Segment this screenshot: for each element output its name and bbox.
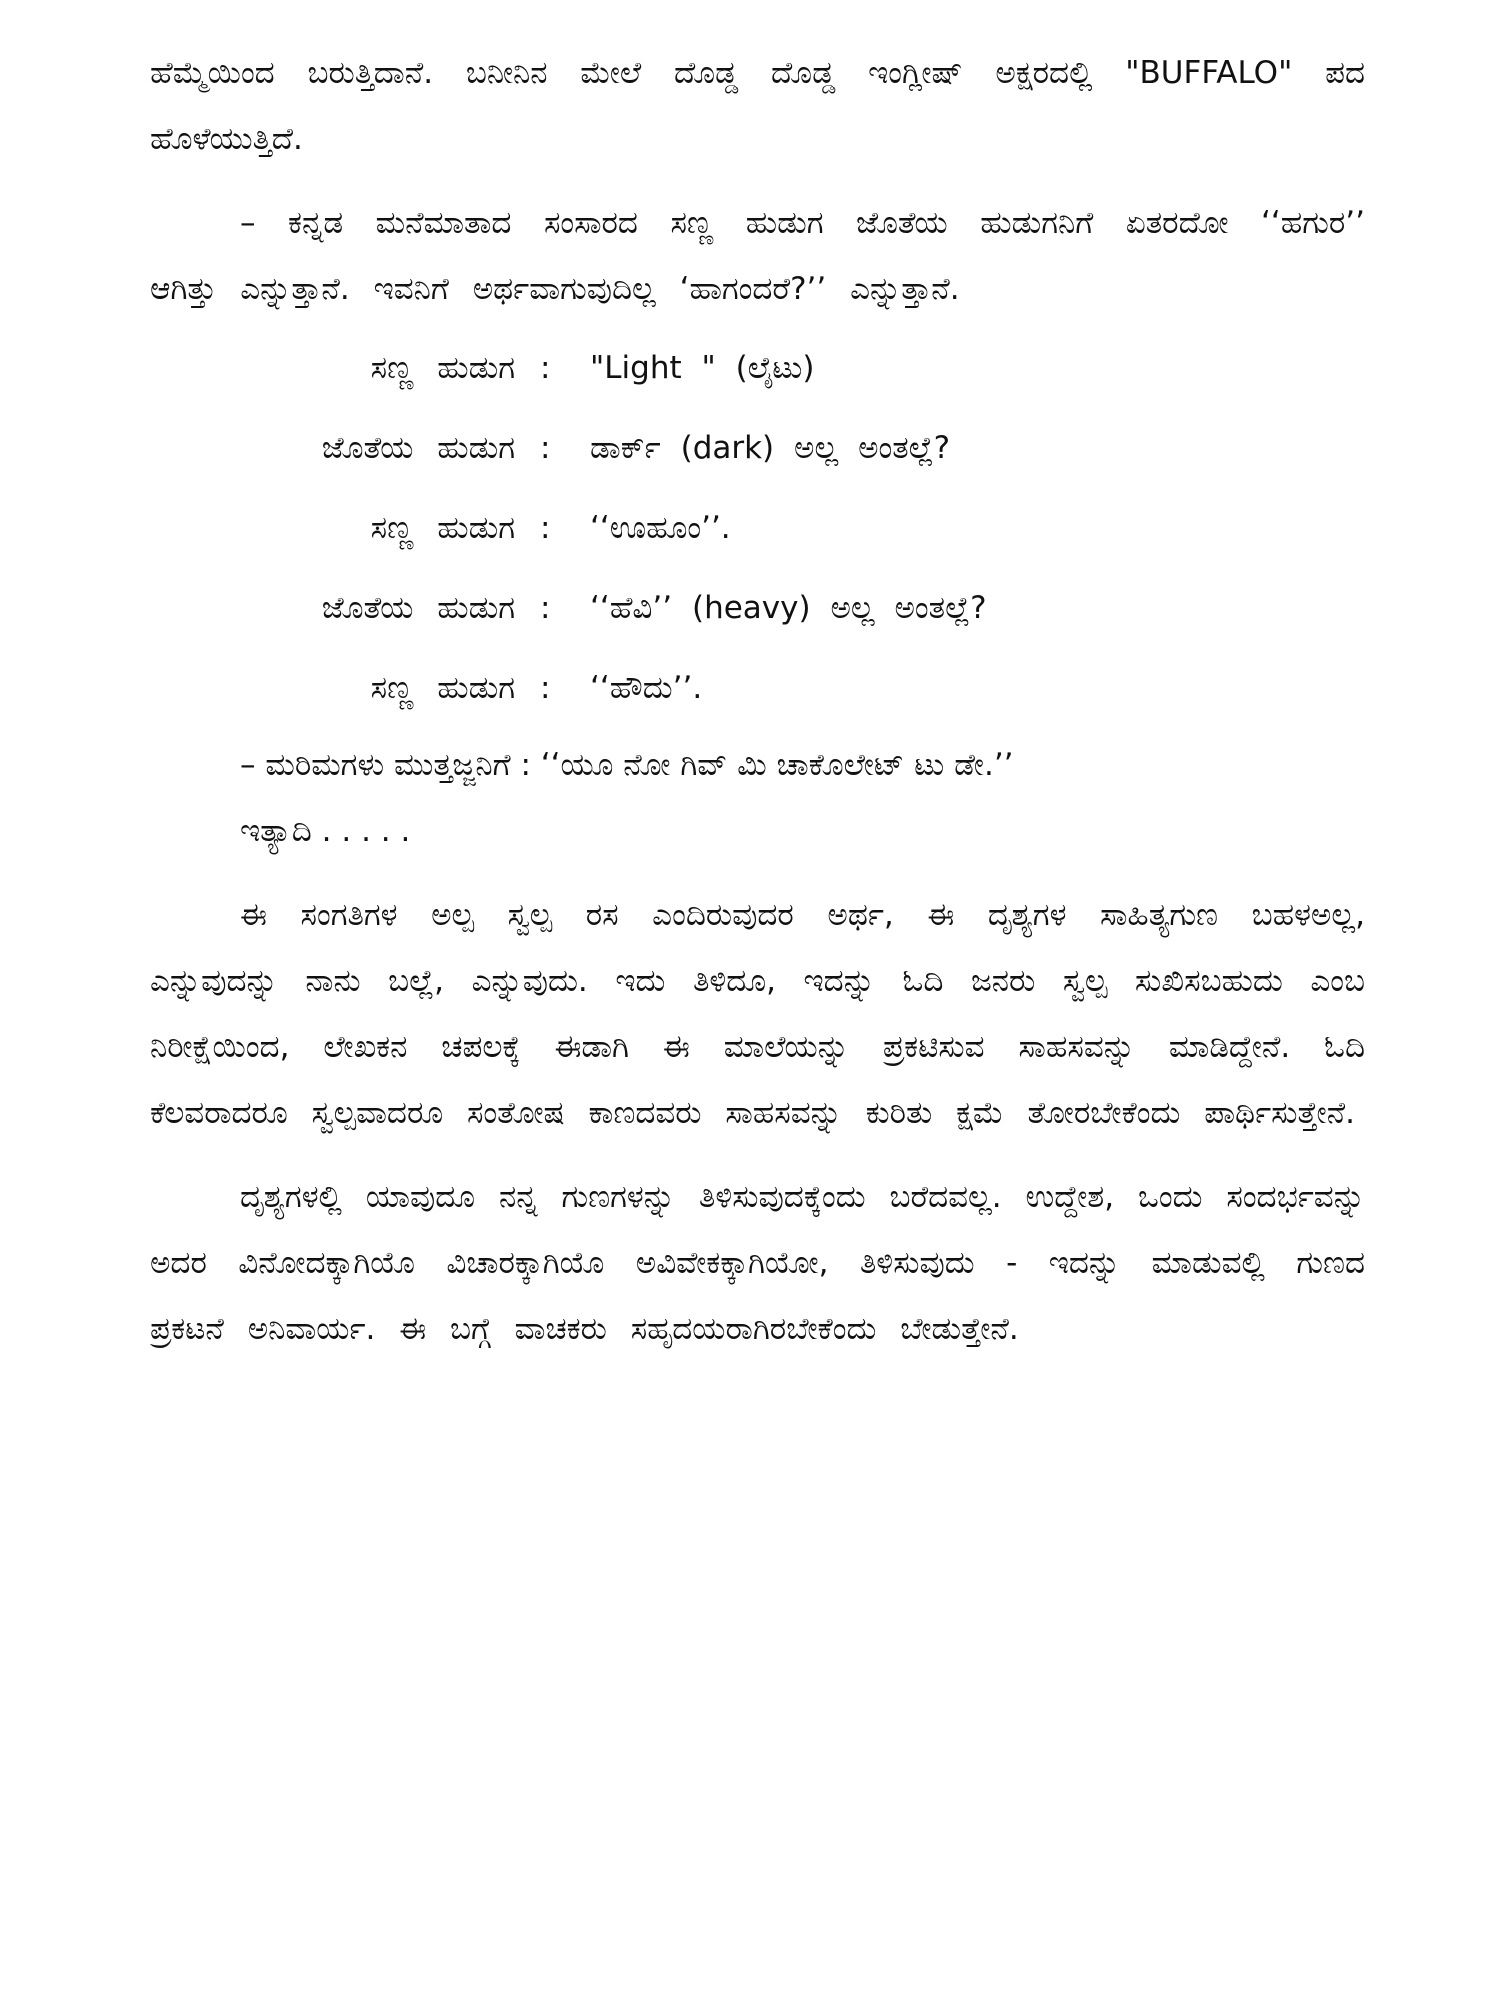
- dialogue-line: [150, 412, 1365, 492]
- kannada-boy-paragraph: – ಕನ್ನಡ ಮನೆಮಾತಾದ ಸಂಸಾರದ ಸಣ್ಣ ಹುಡುಗ ಜೊತೆಯ ಹುಡುಗನಿಗೆ ಏತರದೋ ‘‘ಹಗುರ’’ ಆಗಿತ್ತು ಎನ್ನುತ್ತಾನೆ. ಇವನಿಗೆ ಅರ್ಥವಾಗುವುದಿಲ್ಲ ‘ಹಾಗಂದರೆ?’’ ಎನ್ನುತ್ತಾನೆ.: [150, 205, 1365, 307]
- dialogue-speaker: ಸಣ್ಣ ಹುಡುಗ: [370, 350, 515, 386]
- etc-line: ಇತ್ಯಾದಿ . . . . .: [240, 813, 411, 849]
- dialogue-colon: :: [540, 350, 551, 386]
- dialogue-speaker: ಸಣ್ಣ ಹುಡುಗ: [370, 670, 515, 706]
- dialogue-colon: :: [540, 670, 551, 706]
- dialogue-line: [150, 492, 1365, 572]
- granddaughter-line: – ಮರಿಮಗಳು ಮುತ್ತಜ್ಜನಿಗೆ : ‘‘ಯೂ ನೋ ಗಿವ್ ಮಿ ಚಾಕೊಲೇಟ್ ಟು ಡೇ.’’: [240, 747, 1014, 783]
- dialogue-speaker: ಜೊತೆಯ ಹುಡುಗ: [321, 590, 515, 626]
- dialogue-speaker: ಜೊತೆಯ ಹುಡುಗ: [321, 430, 515, 466]
- dialogue: [150, 332, 1365, 732]
- intro-paragraph: ಹೆಮ್ಮೆಯಿಂದ ಬರುತ್ತಿದಾನೆ. ಬನೀನಿನ ಮೇಲೆ ದೊಡ್ಡ ದೊಡ್ಡ ಇಂಗ್ಲೀಷ್ ಅಕ್ಷರದಲ್ಲಿ "BUFFALO" ಪದ ಹೊಳೆಯುತ್ತಿದೆ.: [150, 55, 1365, 157]
- document-page: [150, 40, 1365, 1960]
- dialogue-text: ‘‘ಹೆವಿ’’ (heavy) ಅಲ್ಲ ಅಂತಲ್ಲೆ?: [590, 590, 987, 626]
- dialogue-line: [150, 572, 1365, 652]
- dialogue-line: [150, 652, 1365, 732]
- dialogue-line: [150, 332, 1365, 412]
- dialogue-colon: :: [540, 430, 551, 466]
- dialogue-colon: :: [540, 510, 551, 546]
- dialogue-text: ‘‘ಊಹೂಂ’’.: [590, 510, 731, 546]
- scenes-paragraph: ದೃಶ್ಯಗಳಲ್ಲಿ ಯಾವುದೂ ನನ್ನ ಗುಣಗಳನ್ನು ತಿಳಿಸುವುದಕ್ಕೆಂದು ಬರೆದವಲ್ಲ. ಉದ್ದೇಶ, ಒಂದು ಸಂದರ್ಭವನ್ನು ಅದರ ವಿನೋದಕ್ಕಾಗಿಯೊ ವಿಚಾರಕ್ಕಾಗಿಯೊ ಅವಿವೇಕಕ್ಕಾಗಿಯೋ, ತಿಳಿಸುವುದು - ಇದನ್ನು ಮಾಡುವಲ್ಲಿ ಗುಣದ ಪ್ರಕಟನೆ ಅನಿವಾರ್ಯ. ಈ ಬಗ್ಗೆ ವಾಚಕರು ಸಹೃದಯರಾಗಿರಬೇಕೆಂದು ಬೇಡುತ್ತೇನೆ.: [150, 1179, 1365, 1347]
- dialogue-colon: :: [540, 590, 551, 626]
- dialogue-speaker: ಸಣ್ಣ ಹುಡುಗ: [370, 510, 515, 546]
- dialogue-text: "Light " (ಲೈಟು): [590, 350, 815, 386]
- dialogue-text: ಡಾರ್ಕ್ (dark) ಅಲ್ಲ ಅಂತಲ್ಲೆ?: [590, 430, 951, 466]
- rasa-paragraph: ಈ ಸಂಗತಿಗಳ ಅಲ್ಪ ಸ್ವಲ್ಪ ರಸ ಎಂದಿರುವುದರ ಅರ್ಥ, ಈ ದೃಶ್ಯಗಳ ಸಾಹಿತ್ಯಗುಣ ಬಹಳಅಲ್ಲ, ಎನ್ನುವುದನ್ನು ನಾನು ಬಲ್ಲೆ, ಎನ್ನುವುದು. ಇದು ತಿಳಿದೂ, ಇದನ್ನು ಓದಿ ಜನರು ಸ್ವಲ್ಪ ಸುಖಿಸಬಹುದು ಎಂಬ ನಿರೀಕ್ಷೆಯಿಂದ, ಲೇಖಕನ ಚಪಲಕ್ಕೆ ಈಡಾಗಿ ಈ ಮಾಲೆಯನ್ನು ಪ್ರಕಟಿಸುವ ಸಾಹಸವನ್ನು ಮಾಡಿದ್ದೇನೆ. ಓದಿ ಕೆಲವರಾದರೂ ಸ್ವಲ್ಪವಾದರೂ ಸಂತೋಷ ಕಾಣದವರು ಸಾಹಸವನ್ನು ಕುರಿತು ಕ್ಷಮೆ ತೋರಬೇಕೆಂದು ಪಾರ್ಥಿಸುತ್ತೇನೆ.: [150, 897, 1365, 1131]
- dialogue-text: ‘‘ಹೌದು’’.: [590, 670, 703, 706]
